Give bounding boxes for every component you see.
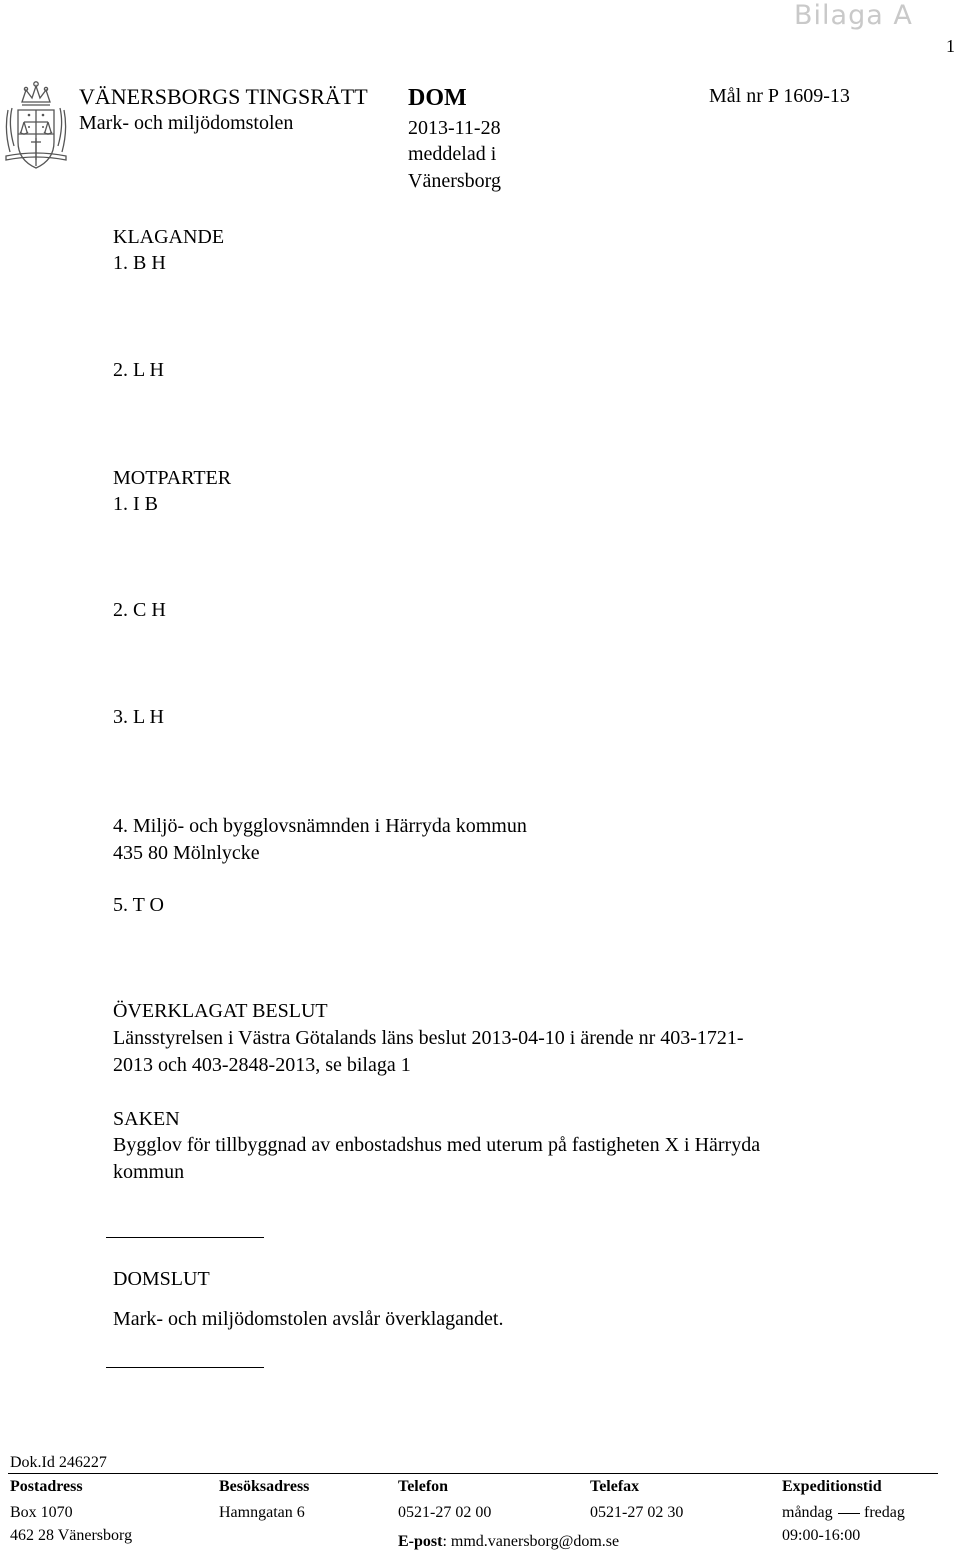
- footer-postadress-heading: Postadress: [10, 1478, 83, 1495]
- footer-email: [398, 1532, 619, 1552]
- footer-besoksadress-heading: Besöksadress: [219, 1478, 310, 1495]
- klagande-heading: KLAGANDE: [113, 226, 225, 248]
- footer-expeditionstid-heading: Expeditionstid: [782, 1478, 882, 1495]
- document-id: Dok.Id 246227: [10, 1454, 107, 1471]
- domslut-heading: DOMSLUT: [113, 1268, 210, 1290]
- footer-telefax-heading: Telefax: [590, 1478, 640, 1495]
- court-division: Mark- och miljödomstolen: [79, 112, 294, 134]
- footer-email-address[interactable]: : mmd.vanersborg@dom.se: [442, 1533, 620, 1550]
- overklagat-text-line-2: 2013 och 403-2848-2013, se bilaga 1: [113, 1054, 411, 1076]
- saken-heading: SAKEN: [113, 1108, 180, 1130]
- document-date: 2013-11-28: [408, 117, 501, 139]
- klagande-party-1: 1. B H: [113, 252, 166, 274]
- issued-in-place: Vänersborg: [408, 170, 501, 192]
- motpart-party-4: 4. Miljö- och bygglovsnämnden i Härryda kommun: [113, 815, 527, 837]
- footer-expeditionstid-day-to: fredag: [864, 1504, 905, 1521]
- footer-rule: [8, 1473, 938, 1474]
- footer-expeditionstid-day-from: måndag: [782, 1504, 833, 1521]
- issued-in-label: meddelad i: [408, 143, 497, 165]
- footer-email-label: E-post: [398, 1533, 443, 1550]
- overklagat-heading: ÖVERKLAGAT BESLUT: [113, 1000, 328, 1022]
- footer-expeditionstid-hours: 09:00-16:00: [782, 1527, 861, 1544]
- bilaga-watermark: Bilaga A: [794, 0, 913, 31]
- coat-of-arms-emblem: [2, 80, 70, 176]
- motpart-party-3: 3. L H: [113, 706, 164, 728]
- footer-telefax-number: 0521-27 02 30: [590, 1504, 684, 1521]
- saken-text-line-1: Bygglov för tillbyggnad av enbostadshus med uterum på fastigheten X i Härryda: [113, 1134, 761, 1156]
- motpart-party-2: 2. C H: [113, 599, 166, 621]
- footer-postadress-line-1: Box 1070: [10, 1504, 73, 1521]
- klagande-party-2: 2. L H: [113, 359, 164, 381]
- footer-dash: [838, 1513, 860, 1514]
- footer-telefon-number: 0521-27 02 00: [398, 1504, 492, 1521]
- footer-postadress-line-2: 462 28 Vänersborg: [10, 1527, 133, 1544]
- section-divider: [106, 1237, 264, 1238]
- overklagat-text-line-1: Länsstyrelsen i Västra Götalands läns beslut 2013-04-10 i ärende nr 403-1721-: [113, 1027, 744, 1049]
- footer-telefon-heading: Telefon: [398, 1478, 449, 1495]
- domslut-text: Mark- och miljödomstolen avslår överklagandet.: [113, 1308, 504, 1330]
- footer-besoksadress-line-1: Hamngatan 6: [219, 1504, 305, 1521]
- motpart-party-1: 1. I B: [113, 493, 158, 515]
- motpart-party-5: 5. T O: [113, 894, 164, 916]
- motpart-party-4-address: 435 80 Mölnlycke: [113, 842, 260, 864]
- section-divider: [106, 1367, 264, 1368]
- motparter-heading: MOTPARTER: [113, 467, 232, 489]
- document-type: DOM: [408, 85, 467, 111]
- saken-text-line-2: kommun: [113, 1161, 185, 1183]
- court-name: VÄNERSBORGS TINGSRÄTT: [79, 84, 368, 109]
- page-number: 1: [946, 36, 955, 56]
- case-number: Mål nr P 1609-13: [709, 85, 850, 107]
